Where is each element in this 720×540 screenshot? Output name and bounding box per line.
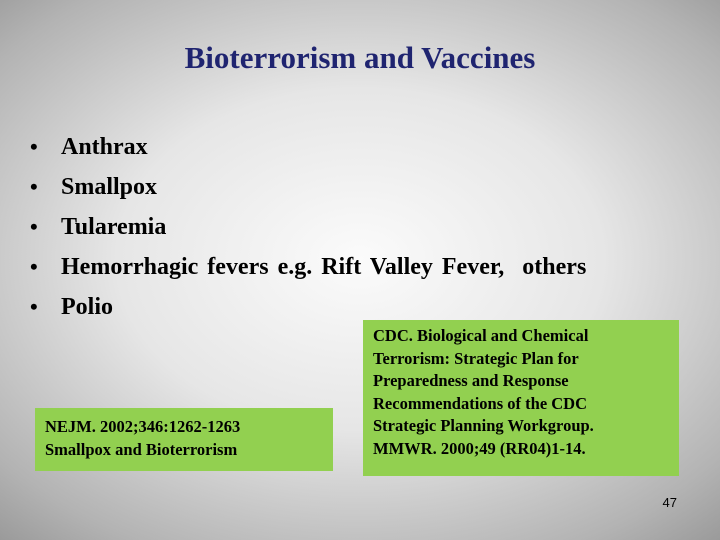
cdc-reference-box [363, 320, 679, 476]
bullet-item-hemorrhagic-fevers [30, 254, 586, 294]
bullet-text: Polio [61, 294, 113, 320]
bullet-list [30, 134, 586, 334]
cdc-reference-line: Strategic Planning Workgroup. [373, 416, 594, 435]
bullet-item-smallpox [30, 174, 586, 214]
cdc-reference-line: Preparedness and Response [373, 371, 569, 390]
bullet-icon: • [30, 214, 38, 239]
slide-title: Bioterrorism and Vaccines [184, 40, 536, 75]
bullet-icon: • [30, 294, 38, 319]
bullet-text: Hemorrhagic fevers e.g. Rift Valley Fever, others [61, 254, 587, 280]
nejm-reference-line: NEJM. 2002;346:1262-1263 [45, 417, 241, 436]
bullet-text: Anthrax [61, 134, 148, 160]
bullet-icon: • [30, 174, 38, 199]
nejm-reference-box [35, 408, 333, 471]
cdc-reference-line: MMWR. 2000;49 (RR04)1-14. [373, 438, 586, 458]
cdc-reference-line: Terrorism: Strategic Plan for [373, 348, 579, 368]
bullet-text: Smallpox [61, 174, 158, 200]
cdc-reference-line: CDC. Biological and Chemical [373, 326, 589, 345]
bullet-icon: • [30, 254, 38, 279]
bullet-item-tularemia [30, 214, 586, 254]
bullet-text: Tularemia [61, 214, 167, 240]
nejm-reference-line: Smallpox and Bioterrorism [45, 439, 238, 459]
cdc-reference-line: Recommendations of the CDC [373, 393, 588, 413]
bullet-icon: • [30, 134, 38, 159]
bullet-item-anthrax [30, 134, 586, 174]
slide-number: 47 [662, 495, 677, 510]
